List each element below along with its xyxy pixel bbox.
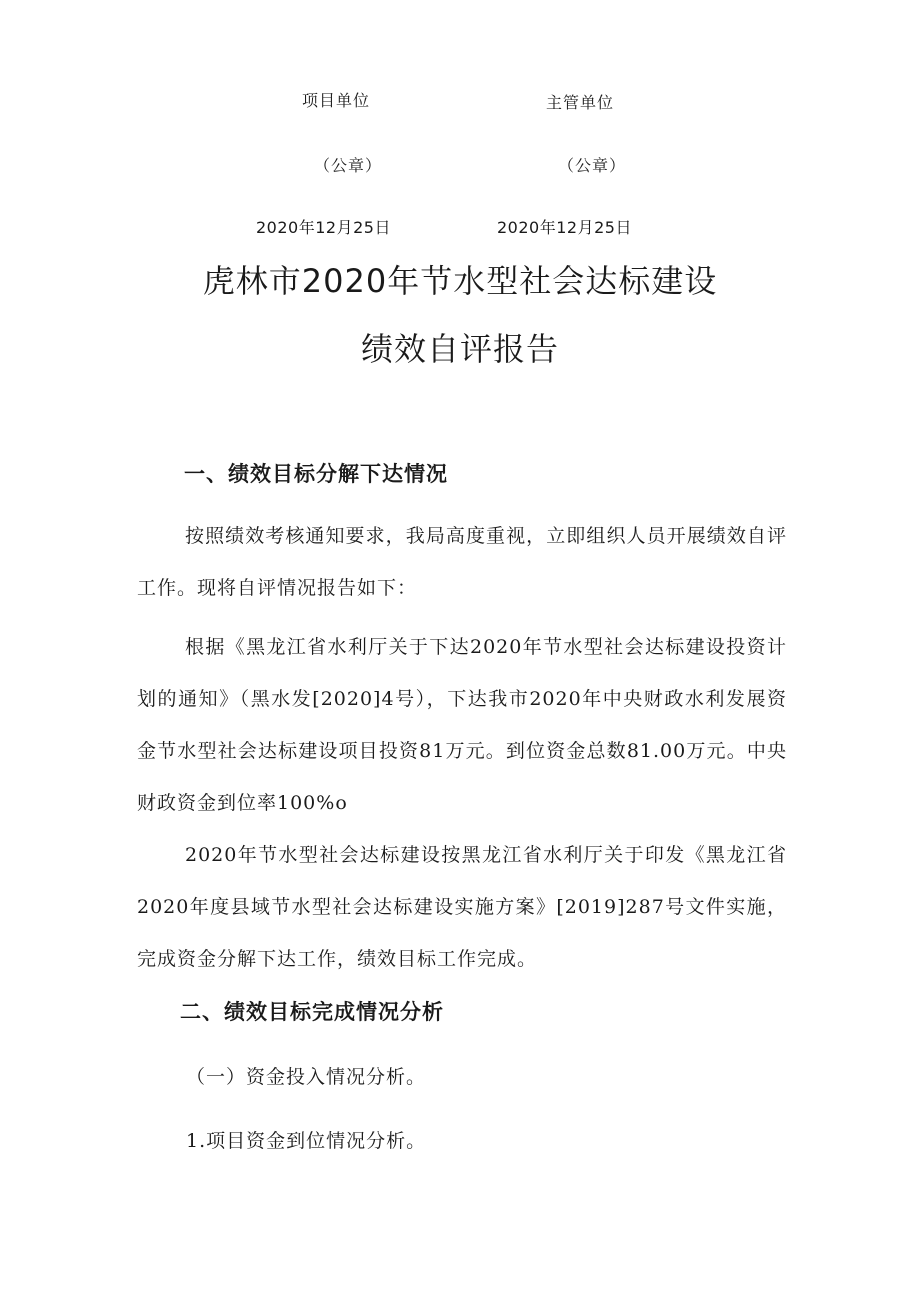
seal-left: （公章） xyxy=(314,156,383,175)
section-1-paragraph-3: 2020年节水型社会达标建设按黑龙江省水利厅关于印发《黑龙江省2020年度县域节水型社会达标建设实施方案》[2019]287号文件实施，完成资金分解下达工作，绩效目标工作完成。 xyxy=(137,844,787,970)
section-1-heading: 一、绩效目标分解下达情况 xyxy=(184,462,448,486)
section-2-subheading-1: （一）资金投入情况分析。 xyxy=(186,1066,427,1088)
section-2-heading: 二、绩效目标完成情况分析 xyxy=(180,1000,444,1024)
seal-right: （公章） xyxy=(558,156,627,175)
section-1-paragraph-1: 按照绩效考核通知要求，我局高度重视，立即组织人员开展绩效自评工作。现将自评情况报告如下： xyxy=(137,525,787,599)
report-title-line1: 虎林市2020年节水型社会达标建设 xyxy=(202,262,718,300)
report-title-line2: 绩效自评报告 xyxy=(360,330,559,368)
section-2-item-1: 1.项目资金到位情况分析。 xyxy=(186,1130,427,1152)
section-1-paragraph-2: 根据《黑龙江省水利厅关于下达2020年节水型社会达标建设投资计划的通知》（黑水发[2020]4号），下达我市2020年中央财政水利发展资金节水型社会达标建设项目投资81万元。到位资金总数81.00万元。中央财政资金到位率100%o xyxy=(137,636,787,814)
date-right: 2020年12月25日 xyxy=(497,218,632,237)
project-unit-label: 项目单位 xyxy=(302,91,371,110)
date-left: 2020年12月25日 xyxy=(256,218,391,237)
supervisor-unit-label: 主管单位 xyxy=(546,93,615,112)
